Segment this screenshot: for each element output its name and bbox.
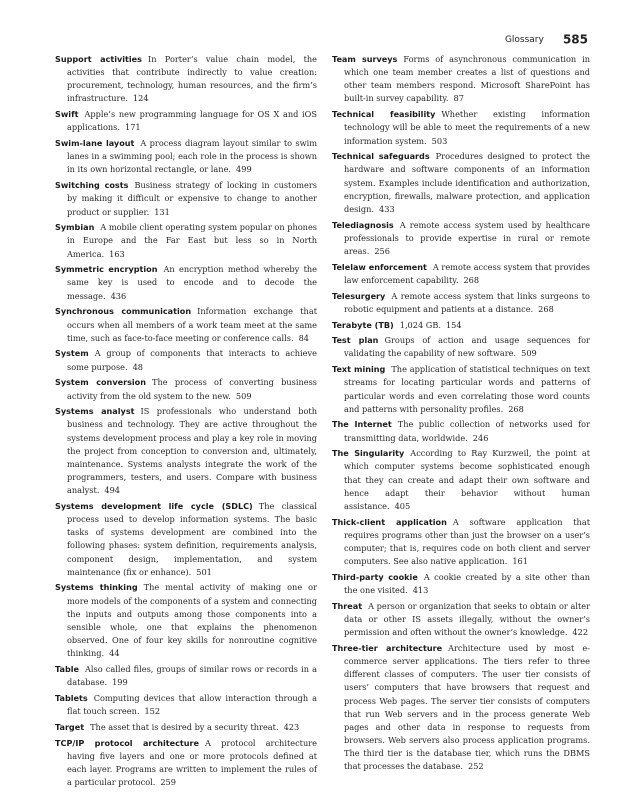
glossary-definition: A remote access system used by healthcare professionals to provide expertise in rural or remote areas. xyxy=(344,219,590,256)
glossary-entry xyxy=(332,642,590,774)
glossary-page-ref: 44 xyxy=(109,648,120,659)
glossary-definition: Procedures designed to protect the hardware and software components of an information system. Examples include identification and authorization, encryption, firewalls, malware protection, and application design. xyxy=(344,151,590,214)
glossary-page-ref: 152 xyxy=(144,706,161,717)
section-title: Glossary xyxy=(504,34,544,45)
glossary-definition: Groups of action and usage sequences for validating the capability of new software. xyxy=(344,335,591,359)
glossary-page-ref: 503 xyxy=(431,135,448,146)
glossary-term: Tablets xyxy=(55,692,88,703)
glossary-term: Technical feasibility xyxy=(332,109,436,120)
glossary-term: Symbian xyxy=(55,222,95,233)
glossary-page-ref: 87 xyxy=(453,93,464,104)
glossary-entry xyxy=(55,53,317,106)
glossary-page-ref: 436 xyxy=(110,290,127,301)
glossary-definition: 1,024 GB. xyxy=(399,319,441,330)
glossary-entry xyxy=(332,363,590,416)
glossary-page-ref: 48 xyxy=(132,361,144,372)
glossary-term: Text mining xyxy=(332,364,386,375)
glossary-entry xyxy=(55,179,317,218)
glossary-entry xyxy=(332,319,590,332)
glossary-page-ref: 423 xyxy=(283,721,300,732)
glossary-entry xyxy=(55,137,317,176)
glossary-left-column xyxy=(55,53,317,792)
glossary-definition: A protocol architecture having five layers and one or more protocols defined at each layer. Programs are written to implement the rules of a particular protocol. xyxy=(67,737,317,788)
glossary-page-ref: 405 xyxy=(394,500,411,511)
glossary-definition: Architecture used by most e-commerce server applications. The tiers refer to three different classes of computers. The user tier consists of users’ computers that have browsers that request and process Web pages. The server tier consists of computers that run Web servers and in the process generate Web pages and other data in response to requests from browsers. Web servers also process application programs. The third tier is the database tier, which runs the DBMS that processes the database. xyxy=(344,642,590,772)
glossary-page-ref: 252 xyxy=(467,761,484,772)
glossary-term: Systems development life cycle (SDLC) xyxy=(55,500,253,511)
glossary-term: Third-party cookie xyxy=(332,571,418,582)
glossary-term: Switching costs xyxy=(55,180,129,191)
glossary-term: Terabyte (TB) xyxy=(332,319,394,330)
glossary-page-ref: 131 xyxy=(154,206,170,217)
glossary-entry xyxy=(332,261,590,287)
glossary-entry xyxy=(55,581,317,660)
glossary-page-ref: 163 xyxy=(109,248,125,259)
glossary-page-ref: 161 xyxy=(512,556,528,567)
glossary-definition: A group of components that interacts to achieve some purpose. xyxy=(67,348,317,372)
glossary-term: Test plan xyxy=(332,335,379,346)
glossary-definition: The asset that is desired by a security threat. xyxy=(90,721,279,732)
glossary-entry xyxy=(55,305,317,344)
glossary-page-ref: 268 xyxy=(463,274,480,285)
glossary-page-ref: 509 xyxy=(235,390,252,401)
glossary-definition: IS professionals who understand both business and technology. They are active throughout the systems development process and play a key role in moving the project from conception to conversion and, ultimately, maintenance. Systems analysts integrate the work of the programmers, testers, and users. Compare with business analyst. xyxy=(67,406,317,496)
glossary-definition: A process diagram layout similar to swim lanes in a swimming pool; each role in the process is shown in its own horizontal rectangle, or lane. xyxy=(67,138,317,175)
glossary-term: Thick-client application xyxy=(332,516,447,527)
glossary-definition: The public collection of networks used for transmitting data, worldwide. xyxy=(344,419,590,443)
glossary-entry xyxy=(332,516,590,569)
glossary-page-ref: 259 xyxy=(160,777,176,788)
glossary-entry xyxy=(55,721,317,734)
glossary-entry xyxy=(332,290,590,316)
glossary-page-ref: 509 xyxy=(521,348,537,359)
page-number: 585 xyxy=(562,32,588,47)
glossary-term: Target xyxy=(55,721,85,732)
glossary-entry xyxy=(332,334,590,360)
glossary-entry xyxy=(332,53,590,106)
glossary-term: Table xyxy=(55,664,79,674)
glossary-term: Three-tier architecture xyxy=(332,642,443,653)
glossary-entry xyxy=(332,418,590,444)
glossary-entry xyxy=(332,600,590,639)
glossary-term: Swim-lane layout xyxy=(55,138,135,149)
glossary-page-ref: 501 xyxy=(196,566,212,577)
glossary-term: System xyxy=(55,348,89,359)
glossary-definition: Whether existing information technology will be able to meet the requirements of a new information system. xyxy=(344,109,590,146)
glossary-term: Telelaw enforcement xyxy=(332,261,427,272)
glossary-definition: Also called files, groups of similar rows or records in a database. xyxy=(67,664,317,688)
glossary-term: Technical safeguards xyxy=(332,151,430,162)
glossary-term: Threat xyxy=(332,600,363,611)
glossary-term: Telesurgery xyxy=(332,290,386,301)
glossary-definition: The application of statistical techniques on text streams for locating particular words and patterns of particular words and even correlating those word counts and patterns with personality profiles. xyxy=(344,364,590,414)
glossary-definition: Business strategy of locking in customers by making it difficult or expensive to change to another product or supplier. xyxy=(67,180,317,217)
glossary-page-ref: 499 xyxy=(236,164,252,175)
glossary-entry xyxy=(55,500,317,579)
glossary-entry xyxy=(332,447,590,513)
glossary-definition: Computing devices that allow interaction through a flat touch screen. xyxy=(67,692,317,717)
glossary-page-ref: 154 xyxy=(445,319,462,330)
glossary-page-ref: 246 xyxy=(472,432,489,443)
glossary-definition: A person or organization that seeks to obtain or alter data or other IS assets illegally, without the owner’s permission and often without the owner’s knowledge. xyxy=(344,600,590,638)
glossary-definition: A cookie created by a site other than the one visited. xyxy=(344,571,590,596)
glossary-term: System conversion xyxy=(55,377,146,388)
glossary-entry xyxy=(332,108,590,147)
glossary-definition: The mental activity of making one or more models of the components of a system and connecting the inputs and outputs among those components into a sensible whole, one that explains the phenomenon observed. One of four key skills for nonroutine cognitive thinking. xyxy=(67,582,318,659)
glossary-right-column xyxy=(332,53,590,776)
glossary-entry xyxy=(55,221,317,260)
glossary-page-ref: 413 xyxy=(412,585,429,596)
glossary-term: Systems thinking xyxy=(55,582,138,593)
glossary-page-ref: 124 xyxy=(132,93,149,104)
glossary-term: TCP/IP protocol architecture xyxy=(55,737,200,748)
glossary-definition: An encryption method whereby the same key is used to encode and to decode the message. xyxy=(67,264,317,301)
glossary-definition: Forms of asynchronous communication in which one team member creates a list of questions and other team members respond. Microsoft SharePoint has built-in survey capability. xyxy=(344,54,590,104)
glossary-entry xyxy=(55,376,317,402)
glossary-page-ref: 171 xyxy=(124,122,141,133)
glossary-page-ref: 494 xyxy=(104,485,121,496)
glossary-entry xyxy=(55,263,317,302)
glossary-page-ref: 422 xyxy=(572,627,589,638)
glossary-entry xyxy=(332,150,590,216)
glossary-entry xyxy=(55,692,317,718)
glossary-term: Team surveys xyxy=(332,54,398,64)
glossary-definition: The classical process used to develop information systems. The basic tasks of systems development are combined into the following phases: system definition, requirements analysis, component design, implementation, and system maintenance (fix or enhance). xyxy=(67,500,317,577)
glossary-term: Support activities xyxy=(55,54,142,64)
glossary-definition: Apple’s new programming language for OS X and iOS applications. xyxy=(67,109,317,133)
running-header xyxy=(505,29,588,48)
glossary-page-ref: 433 xyxy=(379,203,395,214)
glossary-term: Symmetric encryption xyxy=(55,264,158,275)
glossary-entry xyxy=(55,663,317,689)
glossary-page-ref: 84 xyxy=(298,332,309,343)
glossary-entry xyxy=(55,347,317,373)
glossary-term: Swift xyxy=(55,109,79,120)
glossary-term: Systems analyst xyxy=(55,406,135,417)
glossary-definition: A remote access system that provides law enforcement capability. xyxy=(344,261,590,285)
glossary-entry xyxy=(55,108,317,134)
glossary-term: The Singularity xyxy=(332,448,405,459)
glossary-page-ref: 268 xyxy=(508,403,524,414)
glossary-entry xyxy=(332,219,590,258)
glossary-page-ref: 256 xyxy=(374,245,390,256)
glossary-entry xyxy=(55,405,317,497)
glossary-definition: According to Ray Kurzweil, the point at which computer systems become sophisticated enough that they can create and adapt their own software and hence adapt their behavior without human assistance. xyxy=(344,448,590,511)
glossary-page-ref: 199 xyxy=(112,677,128,688)
glossary-term: The Internet xyxy=(332,419,392,430)
glossary-page-ref: 268 xyxy=(538,303,554,314)
glossary-definition: In Porter’s value chain model, the activities that contribute indirectly to value creation: procurement, technology, human resources, and the firm’s infrastructure. xyxy=(67,54,317,104)
glossary-definition: A remote access system that links surgeons to robotic equipment and patients at a distance. xyxy=(344,290,590,314)
glossary-entry xyxy=(332,571,590,597)
glossary-term: Telediagnosis xyxy=(332,219,394,230)
glossary-definition: Information exchange that occurs when all members of a work team meet at the same time, such as face-to-face meeting or conference calls. xyxy=(67,306,318,343)
glossary-definition: A software application that requires programs other than just the browser on a user’s computer; that is, requires code on both client and server computers. See also native application. xyxy=(344,516,590,567)
glossary-entry xyxy=(55,737,317,790)
glossary-definition: The process of converting business activity from the old system to the new. xyxy=(67,377,317,401)
glossary-definition: A mobile client operating system popular on phones in Europe and the Far East but less so in North America. xyxy=(67,222,317,259)
glossary-term: Synchronous communication xyxy=(55,306,192,317)
